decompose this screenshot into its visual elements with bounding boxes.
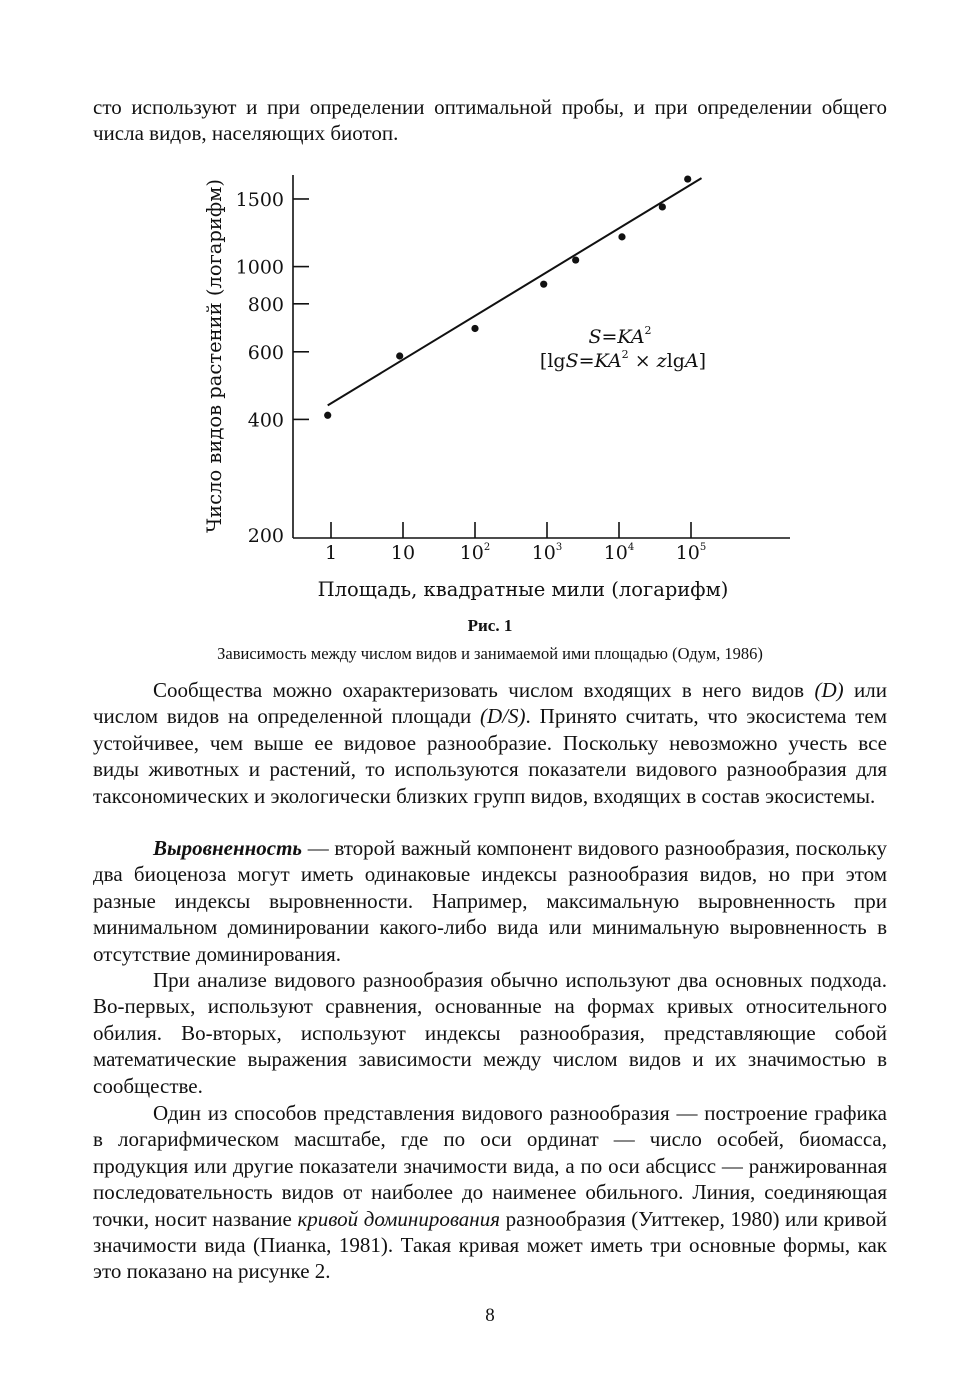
data-point-1 — [324, 412, 331, 419]
y-tick-label-800: 800 — [247, 293, 284, 316]
y-tick-label-1500: 1500 — [235, 188, 284, 211]
intro-paragraph: сто используют и при определении оптимальной пробы, и при определении общего числа видов, населяющих биотоп. — [93, 95, 887, 146]
data-point-6 — [618, 233, 625, 240]
data-points — [324, 175, 691, 418]
paragraph-4: Один из способов представления видового разнообразия — построение графика в логарифмическом масштабе, где по оси ординат — число особей, биомасса, продукция или другие показатели значимости вида, а по оси абсцисс — ранжированная последовательность видов от наиболее до наименее обильного. Линия, соединяющая точки, носит название кривой доминирования разнообразия (Уиттекер, 1980) или кривой значимости вида (Пианка, 1981). Такая кривая может иметь три основные формы, как это показано на рисунке 2. — [93, 1101, 888, 1284]
paragraph-1: Сообщества можно охарактеризовать числом входящих в него видов (D) или числом видов на определенной площади (D/S). Принято считать, что экосистема тем устойчивее, чем выше ее видовое разнообразие. Поскольку невозможно учесть все виды животных и растений, то используются показатели видового разнообразия для таксономических и экологически близких групп видов, входящих в состав экосистемы. — [93, 678, 887, 808]
y-ticks — [236, 189, 309, 547]
data-point-7 — [659, 203, 666, 210]
page-number: 8 — [485, 1305, 495, 1326]
figure-label: Рис. 1 — [467, 616, 513, 635]
y-tick-label-600: 600 — [247, 341, 284, 364]
figure-caption: Зависимость между числом видов и занимаемой ими площадью (Одум, 1986) — [217, 644, 763, 663]
x-tick-label-1: 10 — [390, 542, 416, 564]
y-tick-label-400: 400 — [247, 409, 284, 432]
species-area-chart — [190, 165, 810, 610]
x-tick-label-0: 1 — [324, 542, 338, 564]
x-tick-label-5: $10^5$ — [675, 542, 707, 564]
formula-2: $[\lg S=KA^2 \times zlgA]$ — [539, 348, 707, 372]
y-tick-label-1000: 1000 — [235, 256, 284, 279]
x-ticks — [325, 522, 706, 564]
term-evenness: Выровненность — [153, 836, 303, 860]
data-point-8 — [684, 175, 691, 182]
formula-1: $S=KA^2$ — [588, 324, 652, 348]
y-tick-label-200: 200 — [247, 525, 284, 547]
data-point-4 — [540, 281, 547, 288]
x-axis-title: Площадь, квадратные мили (логарифм) — [317, 578, 729, 601]
paragraph-2: Выровненность — второй важный компонент видового разнообразия, поскольку два биоценоза могут иметь одинаковые индексы разнообразия видов, но при этом разные индексы выровненности. Например, максимальную выровненность при минимальном доминировании какого-либо вида или минимальную выровненность в отсутствие доминирования. — [93, 836, 887, 966]
y-axis-title: Число видов растений (логарифм) — [203, 179, 226, 533]
data-point-3 — [471, 325, 478, 332]
paragraph-3: При анализе видового разнообразия обычно используют два основных подхода. Во-первых, используют сравнения, основанные на формах кривых относительного обилия. Во-вторых, используют индексы разнообразия, представляющие собой математические выражения зависимости между числом видов и их значимостью в сообществе. — [93, 968, 887, 1098]
x-tick-label-2: $10^2$ — [459, 542, 491, 564]
data-point-5 — [572, 256, 579, 263]
x-tick-label-4: $10^4$ — [603, 542, 635, 564]
data-point-2 — [396, 352, 403, 359]
x-tick-label-3: $10^3$ — [531, 542, 563, 564]
